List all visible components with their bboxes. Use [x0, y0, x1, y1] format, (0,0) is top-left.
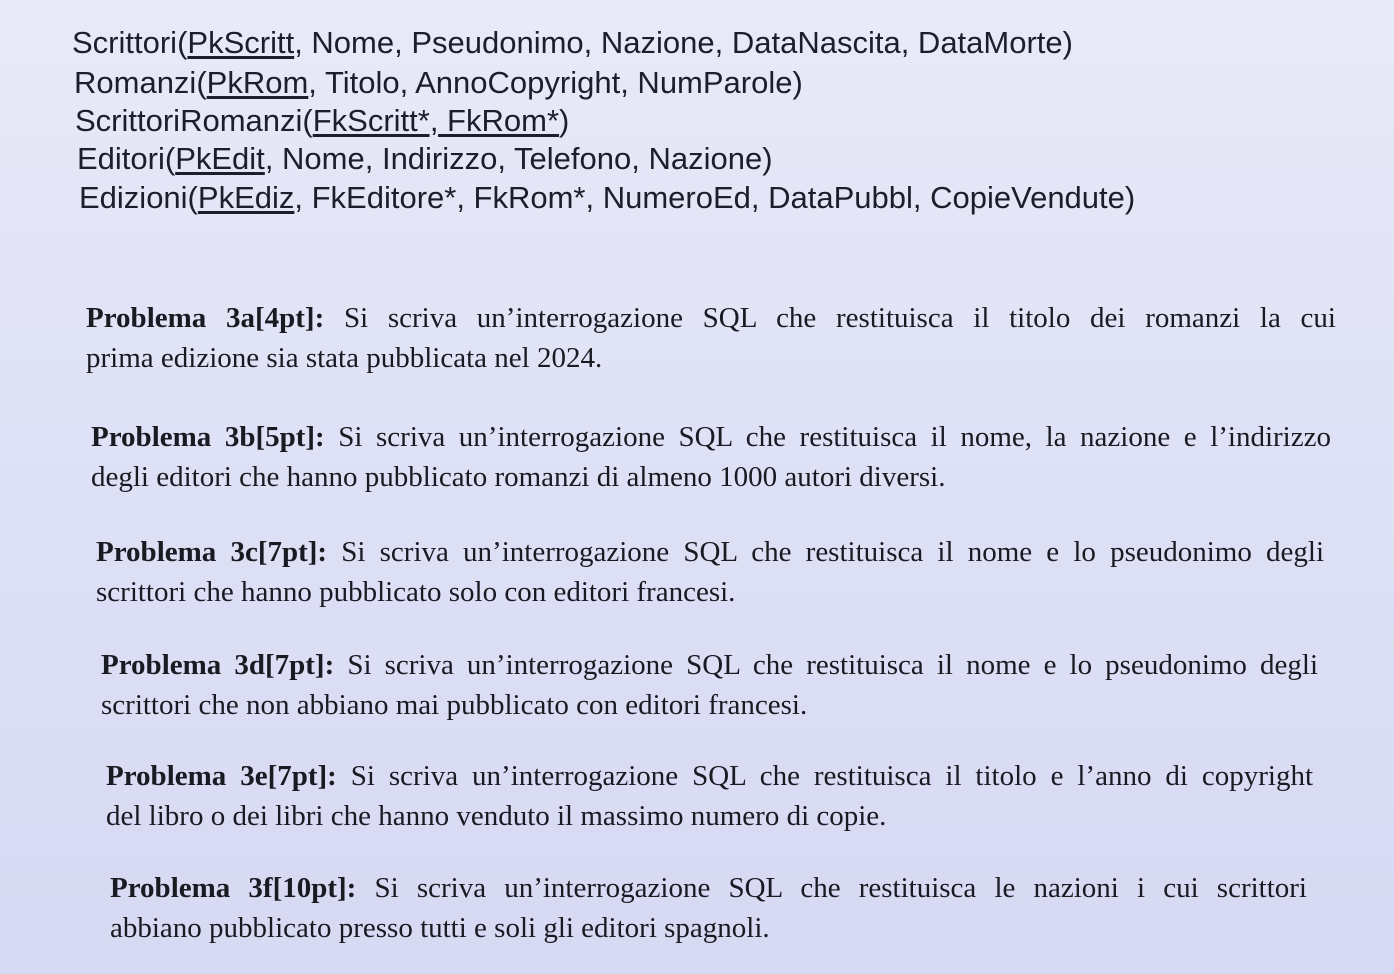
problem-second-line: del libro o dei libri che hanno venduto il massimo numero di copie.: [106, 800, 887, 832]
table-attributes: , Titolo, AnnoCopyright, NumParole): [308, 65, 803, 100]
table-name: Editori(: [77, 141, 176, 176]
primary-key: PkRom: [206, 65, 309, 100]
table-attributes: , Nome, Pseudonimo, Nazione, DataNascita, DataMorte): [294, 25, 1073, 60]
primary-key: PkEdit: [175, 141, 265, 176]
problem-text: Si scriva un’interrogazione SQL che restituisca il titolo e l’anno di copyright: [336, 760, 1314, 792]
problem-text: Si scriva un’interrogazione SQL che restituisca le nazioni i cui scrittori: [356, 872, 1307, 904]
problem-first-line: [101, 645, 1318, 685]
problem-second-line: abbiano pubblicato presso tutti e soli gli editori spagnoli.: [110, 912, 770, 944]
problem-title: Problema 3a[4pt]:: [86, 302, 325, 334]
problem-first-line: [106, 756, 1313, 796]
table-attributes: , Nome, Indirizzo, Telefono, Nazione): [264, 141, 773, 176]
problem-3f: [110, 868, 1307, 948]
table-name: Romanzi(: [74, 65, 207, 100]
problem-first-line: [91, 417, 1331, 457]
problem-text: Si scriva un’interrogazione SQL che restituisca il nome e lo pseudonimo degli: [334, 649, 1318, 681]
problem-second-line: prima edizione sia stata pubblicata nel 2024.: [86, 342, 603, 374]
problem-second-line: degli editori che hanno pubblicato romanzi di almeno 1000 autori diversi.: [91, 461, 946, 493]
table-name: Scrittori(: [72, 25, 188, 60]
problem-title: Problema 3d[7pt]:: [101, 649, 335, 681]
table-attributes: , FkEditore*, FkRom*, NumeroEd, DataPubbl, CopieVendute): [294, 180, 1136, 215]
problem-title: Problema 3c[7pt]:: [96, 536, 328, 568]
table-attributes: ): [559, 103, 570, 138]
primary-key: PkEdiz: [197, 180, 295, 215]
problem-3b: [91, 417, 1331, 497]
schema-line-scrittori-romanzi: [75, 102, 569, 140]
problem-second-line: scrittori che hanno pubblicato solo con editori francesi.: [96, 576, 736, 608]
problem-title: Problema 3e[7pt]:: [106, 760, 337, 792]
problem-3a: [86, 298, 1336, 378]
table-name: ScrittoriRomanzi(: [75, 103, 313, 138]
problem-text: Si scriva un’interrogazione SQL che restituisca il nome, la nazione e l’indirizzo: [324, 421, 1331, 453]
problem-text: Si scriva un’interrogazione SQL che restituisca il titolo dei romanzi la cui: [324, 302, 1336, 334]
problem-first-line: [86, 298, 1336, 338]
schema-line-romanzi: [74, 64, 803, 102]
schema-line-editori: [77, 140, 773, 178]
problem-first-line: [110, 868, 1307, 908]
problem-title: Problema 3b[5pt]:: [91, 421, 325, 453]
problem-3c: [96, 532, 1324, 612]
primary-key: FkScritt*, FkRom*: [312, 103, 560, 138]
problem-first-line: [96, 532, 1324, 572]
schema-line-scrittori: [72, 24, 1073, 62]
problem-second-line: scrittori che non abbiano mai pubblicato con editori francesi.: [101, 689, 808, 721]
problem-title: Problema 3f[10pt]:: [110, 872, 357, 904]
primary-key: PkScritt: [187, 25, 295, 60]
problem-3e: [106, 756, 1313, 836]
problem-text: Si scriva un’interrogazione SQL che restituisca il nome e lo pseudonimo degli: [327, 536, 1325, 568]
schema-line-edizioni: [79, 179, 1135, 217]
problem-3d: [101, 645, 1318, 725]
table-name: Edizioni(: [79, 180, 198, 215]
